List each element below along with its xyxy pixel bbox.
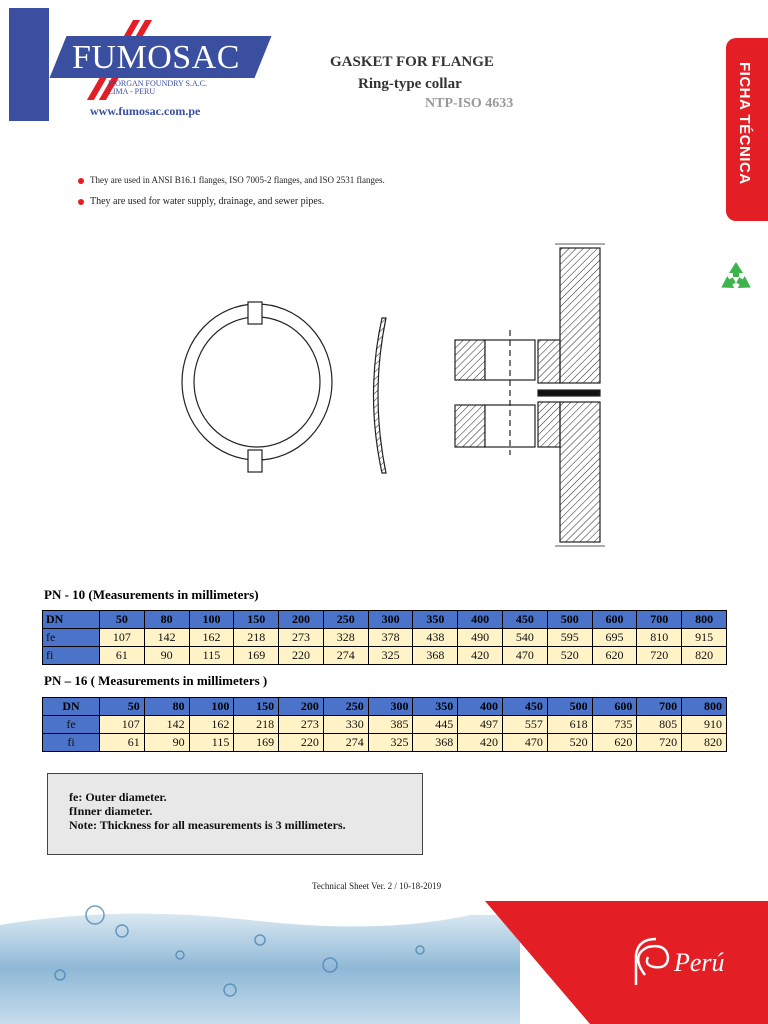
table-cell: 330 xyxy=(323,716,368,734)
gasket-technical-drawing xyxy=(160,240,620,550)
table-cell: 218 xyxy=(234,629,279,647)
table-header-cell: 300 xyxy=(368,698,413,716)
note-line: fe: Outer diameter. xyxy=(69,790,167,804)
bullet-item xyxy=(78,175,385,185)
page-subtitle: Ring-type collar xyxy=(358,76,462,92)
table-header-cell: 600 xyxy=(592,611,637,629)
table-header-cell: 50 xyxy=(100,698,145,716)
table-header-cell: 700 xyxy=(637,698,682,716)
table-cell: 220 xyxy=(279,647,324,665)
table-cell: 735 xyxy=(592,716,637,734)
table-row-label: fi xyxy=(43,647,100,665)
table-header-cell: 80 xyxy=(144,698,189,716)
table-pn10 xyxy=(42,610,727,665)
logo-location: LIMA - PERU xyxy=(108,87,156,96)
table-header-cell: 300 xyxy=(368,611,413,629)
table-cell: 142 xyxy=(144,716,189,734)
table-cell: 445 xyxy=(413,716,458,734)
logo-subtitle: MORGAN FOUNDRY S.A.C. xyxy=(108,79,208,88)
table-cell: 810 xyxy=(637,629,682,647)
table-row-label: fi xyxy=(43,734,100,752)
table-cell: 142 xyxy=(144,629,189,647)
peru-brand-text: Perú xyxy=(674,948,725,977)
table-cell: 720 xyxy=(637,734,682,752)
table-header-cell: 700 xyxy=(637,611,682,629)
table-cell: 557 xyxy=(503,716,548,734)
table-header-cell: 100 xyxy=(189,611,234,629)
table-cell: 497 xyxy=(458,716,503,734)
table-cell: 420 xyxy=(458,734,503,752)
version-footer: Technical Sheet Ver. 2 / 10-18-2019 xyxy=(312,881,442,891)
note-line: Note: Thickness for all measurements is 3 millimeters. xyxy=(69,818,346,832)
table-row xyxy=(43,629,727,647)
bullet-dot-icon xyxy=(78,178,84,184)
table-pn16 xyxy=(42,697,727,752)
page-title: GASKET FOR FLANGE xyxy=(330,54,494,70)
table-cell: 274 xyxy=(323,734,368,752)
table-cell: 720 xyxy=(637,647,682,665)
table-header-cell: 100 xyxy=(189,698,234,716)
standard-label: NTP-ISO 4633 xyxy=(425,96,514,111)
bullet-item xyxy=(78,196,324,207)
table-cell: 385 xyxy=(368,716,413,734)
table-cell: 218 xyxy=(234,716,279,734)
table-cell: 61 xyxy=(100,647,145,665)
table-header-cell: 400 xyxy=(458,611,503,629)
table-header-cell: 350 xyxy=(413,611,458,629)
left-accent-bar xyxy=(9,8,49,121)
table-cell: 368 xyxy=(413,647,458,665)
table-cell: 470 xyxy=(503,647,548,665)
table-row xyxy=(43,716,727,734)
table-header-cell: 200 xyxy=(279,698,324,716)
ring-side-view xyxy=(374,318,387,473)
table-row xyxy=(43,734,727,752)
table-cell: 910 xyxy=(682,716,727,734)
table-cell: 420 xyxy=(458,647,503,665)
table-header-cell: 250 xyxy=(323,698,368,716)
note-line: fInner diameter. xyxy=(69,804,153,818)
table-cell: 820 xyxy=(682,734,727,752)
table-cell: 169 xyxy=(234,647,279,665)
table-header-row xyxy=(43,611,727,629)
table-header-cell: 250 xyxy=(323,611,368,629)
table-header-row xyxy=(43,698,727,716)
table-header-cell: 350 xyxy=(413,698,458,716)
table-cell: 378 xyxy=(368,629,413,647)
company-logo xyxy=(58,20,263,100)
table-cell: 620 xyxy=(592,734,637,752)
table-header-cell: 150 xyxy=(234,698,279,716)
table-header-cell: 800 xyxy=(682,698,727,716)
table-header-cell: 800 xyxy=(682,611,727,629)
table-cell: 325 xyxy=(368,734,413,752)
table-cell: 90 xyxy=(144,647,189,665)
flange-section-view xyxy=(455,244,605,546)
table-cell: 820 xyxy=(682,647,727,665)
table-cell: 695 xyxy=(592,629,637,647)
notes-box xyxy=(47,773,423,855)
table-cell: 805 xyxy=(637,716,682,734)
table-cell: 620 xyxy=(592,647,637,665)
table-cell: 470 xyxy=(503,734,548,752)
table-cell: 220 xyxy=(279,734,324,752)
table-cell: 520 xyxy=(547,734,592,752)
table-cell: 61 xyxy=(100,734,145,752)
table-cell: 595 xyxy=(547,629,592,647)
table-pn10-caption: PN - 10 (Measurements in millimeters) xyxy=(44,587,259,602)
table-row-label: fe xyxy=(43,629,100,647)
table-cell: 325 xyxy=(368,647,413,665)
table-row-label: fe xyxy=(43,716,100,734)
bullet-dot-icon xyxy=(78,199,84,205)
table-header-cell: 450 xyxy=(503,611,548,629)
table-header-cell: 50 xyxy=(100,611,145,629)
water-footer-banner xyxy=(0,895,768,1024)
website-link[interactable]: www.fumosac.com.pe xyxy=(90,104,201,118)
recycle-icon xyxy=(715,258,757,300)
table-header-cell: 150 xyxy=(234,611,279,629)
table-cell: 107 xyxy=(100,629,145,647)
table-header-cell: 600 xyxy=(592,698,637,716)
table-cell: 162 xyxy=(189,716,234,734)
table-cell: 169 xyxy=(234,734,279,752)
table-header-cell: 80 xyxy=(144,611,189,629)
table-cell: 162 xyxy=(189,629,234,647)
table-header-cell: 500 xyxy=(547,698,592,716)
table-row xyxy=(43,647,727,665)
table-cell: 328 xyxy=(323,629,368,647)
table-cell: 274 xyxy=(323,647,368,665)
table-cell: 90 xyxy=(144,734,189,752)
table-cell: 520 xyxy=(547,647,592,665)
bullet-text: They are used in ANSI B16.1 flanges, ISO 7005-2 flanges, and ISO 2531 flanges. xyxy=(90,175,385,185)
table-cell: 915 xyxy=(682,629,727,647)
side-tab-label: FICHA TÉCNICA xyxy=(736,62,753,185)
table-cell: 438 xyxy=(413,629,458,647)
ring-front-view xyxy=(182,302,332,472)
table-cell: 490 xyxy=(458,629,503,647)
table-pn16-caption: PN – 16 ( Measurements in millimeters ) xyxy=(44,673,268,688)
table-header-cell: 450 xyxy=(503,698,548,716)
table-cell: 273 xyxy=(279,716,324,734)
table-header-cell: DN xyxy=(43,611,100,629)
table-header-cell: 200 xyxy=(279,611,324,629)
logo-name: FUMOSAC xyxy=(72,39,240,76)
table-header-cell: DN xyxy=(43,698,100,716)
table-cell: 540 xyxy=(503,629,548,647)
table-cell: 368 xyxy=(413,734,458,752)
table-cell: 107 xyxy=(100,716,145,734)
table-header-cell: 400 xyxy=(458,698,503,716)
table-cell: 115 xyxy=(189,647,234,665)
table-header-cell: 500 xyxy=(547,611,592,629)
table-cell: 115 xyxy=(189,734,234,752)
bullet-text: They are used for water supply, drainage, and sewer pipes. xyxy=(90,196,325,207)
table-cell: 273 xyxy=(279,629,324,647)
table-cell: 618 xyxy=(547,716,592,734)
